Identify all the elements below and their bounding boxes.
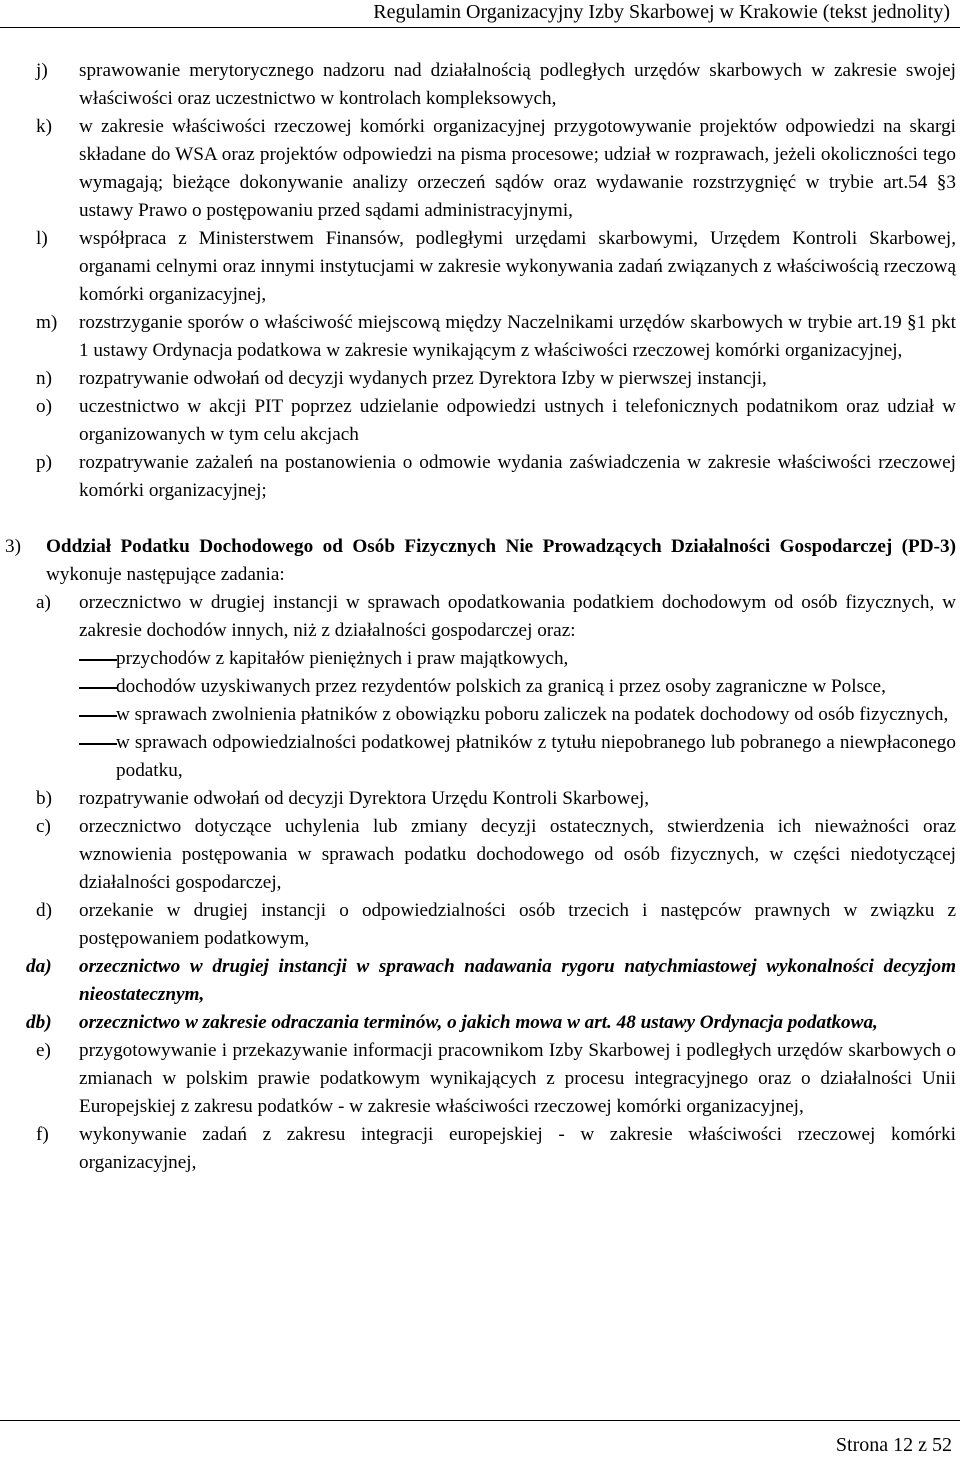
task-text: rozpatrywanie odwołań od decyzji Dyrektora Urzędu Kontroli Skarbowej, xyxy=(79,788,650,809)
task-label: da) xyxy=(26,956,52,977)
list-item-o xyxy=(0,393,960,449)
task-item-db xyxy=(0,1009,960,1037)
task-text: orzecznictwo w zakresie odraczania terminów, o jakich mowa w art. 48 ustawy Ordynacja podatkowa, xyxy=(79,1012,878,1033)
task-label: db) xyxy=(26,1012,52,1033)
section-title: Oddział Podatku Dochodowego od Osób Fizycznych Nie Prowadzących Działalności Gospodarczej (PD-3) xyxy=(46,536,956,557)
list-item-label: p) xyxy=(36,452,52,473)
list-item-text: rozpatrywanie zażaleń na postanowienia o odmowie wydania zaświadczenia w zakresie właściwości rzeczowej komórki organizacyjnej; xyxy=(79,452,956,501)
dash-subitem xyxy=(0,673,960,701)
list-item-label: n) xyxy=(36,368,52,389)
task-item-da xyxy=(0,953,960,1009)
list-item-j xyxy=(0,57,960,113)
dash-subitem-text: w sprawach zwolnienia płatników z obowiązku poboru zaliczek na podatek dochodowy od osób fizycznych, xyxy=(116,704,949,725)
task-item-e xyxy=(0,1037,960,1121)
task-label: d) xyxy=(36,900,52,921)
task-label: a) xyxy=(36,592,51,613)
task-label: c) xyxy=(36,816,51,837)
task-item-f xyxy=(0,1121,960,1177)
document-body xyxy=(0,57,960,1177)
list-item-text: rozstrzyganie sporów o właściwość miejscową między Naczelnikami urzędów skarbowych w trybie art.19 §1 pkt 1 ustawy Ordynacja podatkowa w zakresie wynikającym z właściwości rzeczowej komórki organizacyjnej, xyxy=(79,312,956,361)
task-label: e) xyxy=(36,1040,51,1061)
task-text: przygotowywanie i przekazywanie informacji pracownikom Izby Skarbowej i podległych urzędów skarbowych o zmianach w polskim prawie podatkowym wynikających z procesu integracyjnego oraz o działalności Unii Europejskiej z zakresu podatków - w zakresie właściwości rzeczowej komórki organizacyjnej, xyxy=(79,1040,956,1117)
task-text: wykonywanie zadań z zakresu integracji europejskiej - w zakresie właściwości rzeczowej komórki organizacyjnej, xyxy=(79,1124,956,1173)
list-item-label: l) xyxy=(36,228,48,249)
section-number: 3) xyxy=(5,536,21,557)
list-item-text: w zakresie właściwości rzeczowej komórki organizacyjnej przygotowywanie projektów odpowiedzi na skargi składane do WSA oraz projektów odpowiedzi na pisma procesowe; udział w rozprawach, jeżeli okoliczności tego wymagają; bieżące dokonywanie analizy orzeczeń sądów oraz wydawanie rozstrzygnięć w trybie art.54 §3 ustawy Prawo o postępowaniu przed sądami administracyjnymi, xyxy=(79,116,956,221)
list-item-l xyxy=(0,225,960,309)
list-item-p xyxy=(0,449,960,505)
list-item-label: m) xyxy=(36,312,58,333)
task-item-b xyxy=(0,785,960,813)
list-item-text: rozpatrywanie odwołań od decyzji wydanych przez Dyrektora Izby w pierwszej instancji, xyxy=(79,368,767,389)
list-item-label: k) xyxy=(36,116,52,137)
task-label: b) xyxy=(36,788,52,809)
header-divider xyxy=(0,27,960,28)
task-text: orzecznictwo dotyczące uchylenia lub zmiany decyzji ostatecznych, stwierdzenia ich nieważności oraz wznowienia postępowania w sprawach podatku dochodowego od osób fizycznych, w części niedotyczącej działalności gospodarczej, xyxy=(79,816,956,893)
list-item-text: sprawowanie merytorycznego nadzoru nad działalnością podległych urzędów skarbowych w zakresie swojej właściwości oraz uczestnictwo w kontrolach kompleksowych, xyxy=(79,60,956,109)
task-item-c xyxy=(0,813,960,897)
page-number: Strona 12 z 52 xyxy=(835,1434,952,1456)
list-item-k xyxy=(0,113,960,225)
list-item-label: o) xyxy=(36,396,52,417)
section-heading-text xyxy=(46,533,956,589)
list-item-text: uczestnictwo w akcji PIT poprzez udzielanie odpowiedzi ustnych i telefonicznych podatnikom oraz udział w organizowanych w tym celu akcjach xyxy=(79,396,956,445)
dash-subitem xyxy=(0,701,960,729)
list-item-text: współpraca z Ministerstwem Finansów, podległymi urzędami skarbowymi, Urzędem Kontroli Skarbowej, organami celnymi oraz innymi instytucjami w zakresie wykonywania zadań związanych z właściwością rzeczową komórki organizacyjnej, xyxy=(79,228,956,305)
list-item-m xyxy=(0,309,960,365)
dash-subitem-text: dochodów uzyskiwanych przez rezydentów polskich za granicą i przez osoby zagraniczne w Polsce, xyxy=(116,676,886,697)
task-text: orzecznictwo w drugiej instancji w sprawach nadawania rygoru natychmiastowej wykonalności decyzjom nieostatecznym, xyxy=(79,956,956,1005)
document-title: Regulamin Organizacyjny Izby Skarbowej w Krakowie (tekst jednolity) xyxy=(373,1,950,23)
section-3-heading xyxy=(0,533,960,589)
footer-divider xyxy=(0,1420,960,1421)
dash-subitem-text: przychodów z kapitałów pieniężnych i praw majątkowych, xyxy=(116,648,569,669)
section-intro: wykonuje następujące zadania: xyxy=(46,564,285,585)
list-item-label: j) xyxy=(36,60,48,81)
task-item-a xyxy=(0,589,960,645)
dash-subitem xyxy=(0,729,960,785)
dash-subitem xyxy=(0,645,960,673)
dash-subitem-text: w sprawach odpowiedzialności podatkowej płatników z tytułu niepobranego lub pobranego a niewpłaconego podatku, xyxy=(116,732,956,781)
task-item-d xyxy=(0,897,960,953)
section-gap xyxy=(0,505,960,533)
list-item-n xyxy=(0,365,960,393)
task-label: f) xyxy=(36,1124,49,1145)
task-text: orzekanie w drugiej instancji o odpowiedzialności osób trzecich i następców prawnych w związku z postępowaniem podatkowym, xyxy=(79,900,956,949)
task-text: orzecznictwo w drugiej instancji w sprawach opodatkowania podatkiem dochodowym od osób fizycznych, w zakresie dochodów innych, niż z działalności gospodarczej oraz: xyxy=(79,592,956,641)
page-header xyxy=(0,0,960,28)
